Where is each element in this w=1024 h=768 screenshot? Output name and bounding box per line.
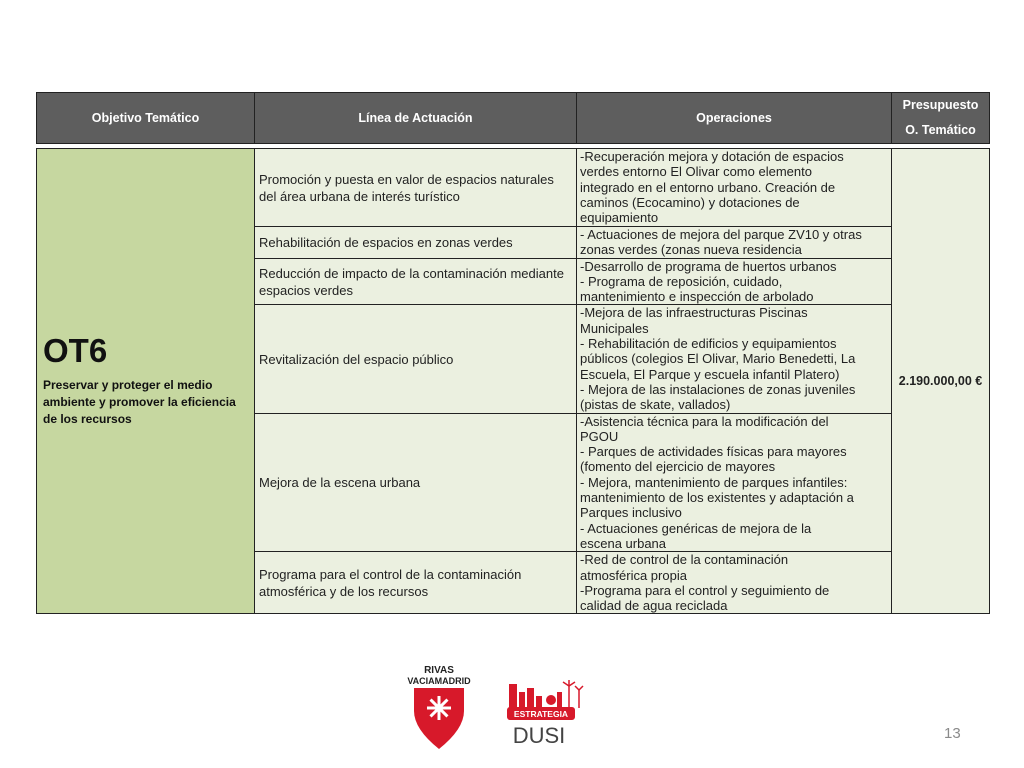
operation-line: Municipales <box>580 320 649 336</box>
line-cell: Promoción y puesta en valor de espacios naturales del área urbana de interés turístico <box>255 149 577 227</box>
rivas-logo-line1: RIVAS <box>424 665 454 676</box>
operation-line: públicos (colegios El Olivar, Mario Benedetti, La <box>580 351 856 367</box>
operation-line: verdes entorno El Olivar como elemento <box>580 164 812 180</box>
operation-line: Escuela, El Parque y escuela infantil Platero) <box>580 366 840 382</box>
operation-line: -Red de control de la contaminación <box>580 552 789 568</box>
header-presupuesto-line2: O. Temático <box>905 123 976 137</box>
operation-line: mantenimiento e inspección de arbolado <box>580 289 814 305</box>
line-cell: Programa para el control de la contaminación atmosférica y de los recursos <box>255 552 577 614</box>
objective-code: OT6 <box>43 332 108 370</box>
operation-line: -Asistencia técnica para la modificación del <box>580 413 829 429</box>
operation-line: atmosférica propia <box>580 567 687 583</box>
operations-cell <box>577 258 892 305</box>
operation-line: - Mejora, mantenimiento de parques infantiles: <box>580 474 848 490</box>
city-skyline-icon <box>509 684 562 708</box>
budget-cell: 2.190.000,00 € <box>892 149 990 614</box>
objective-cell <box>37 149 255 614</box>
operation-line: - Programa de reposición, cuidado, <box>580 273 783 289</box>
operations-cell <box>577 552 892 614</box>
operation-line: caminos (Ecocamino) y dotaciones de <box>580 194 800 210</box>
operation-line: -Desarrollo de programa de huertos urbanos <box>580 258 837 274</box>
operation-line: escena urbana <box>580 535 667 551</box>
operation-line: - Rehabilitación de edificios y equipamientos <box>580 336 837 352</box>
operation-line: (fomento del ejercicio de mayores <box>580 459 776 475</box>
dusi-banner-text: ESTRATEGIA <box>513 709 569 719</box>
operation-line: -Programa para el control y seguimiento de <box>580 582 830 598</box>
dusi-text: DUSI <box>512 723 566 746</box>
operation-line: PGOU <box>580 428 619 444</box>
wind-turbine-icon <box>563 680 583 708</box>
operation-line: -Recuperación mejora y dotación de espacios <box>580 149 844 164</box>
estrategia-dusi-logo <box>505 680 585 746</box>
table-row <box>37 149 990 227</box>
rivas-logo-line2: VACIAMADRID <box>407 676 471 686</box>
operation-line: zonas verdes (zonas nueva residencia <box>580 242 802 258</box>
objective-description: Preservar y proteger el medio ambiente y promover la eficiencia de los recursos <box>43 378 236 427</box>
operations-cell <box>577 413 892 552</box>
operations-table <box>36 148 990 614</box>
operation-line: integrado en el entorno urbano. Creación de <box>580 179 836 195</box>
line-cell: Reducción de impacto de la contaminación mediante espacios verdes <box>255 258 577 305</box>
operation-line: - Parques de actividades físicas para mayores <box>580 444 847 460</box>
operations-cell <box>577 227 892 259</box>
operation-line: (pistas de skate, vallados) <box>580 397 731 413</box>
operation-line: mantenimiento de los existentes y adaptación a <box>580 490 854 506</box>
operation-line: Parques inclusivo <box>580 505 682 521</box>
header-objetivo: Objetivo Temático <box>37 93 255 144</box>
operation-line: calidad de agua reciclada <box>580 598 728 614</box>
line-cell: Rehabilitación de espacios en zonas verdes <box>255 227 577 259</box>
operations-cell <box>577 149 892 227</box>
header-linea: Línea de Actuación <box>255 93 577 144</box>
page-number: 13 <box>944 725 961 742</box>
line-cell: Mejora de la escena urbana <box>255 413 577 552</box>
operation-line: - Actuaciones genéricas de mejora de la <box>580 520 812 536</box>
operation-line: equipamiento <box>580 210 659 226</box>
operation-line: -Mejora de las infraestructuras Piscinas <box>580 305 808 321</box>
rivas-vaciamadrid-logo <box>400 663 478 751</box>
header-table <box>36 92 990 144</box>
operation-line: - Mejora de las instalaciones de zonas juveniles <box>580 381 856 397</box>
operation-line: - Actuaciones de mejora del parque ZV10 y otras <box>580 227 862 242</box>
header-presupuesto <box>892 93 990 144</box>
header-operaciones: Operaciones <box>577 93 892 144</box>
star-icon <box>427 696 451 720</box>
header-presupuesto-line1: Presupuesto <box>902 98 979 112</box>
operations-cell <box>577 305 892 413</box>
line-cell: Revitalización del espacio público <box>255 305 577 413</box>
